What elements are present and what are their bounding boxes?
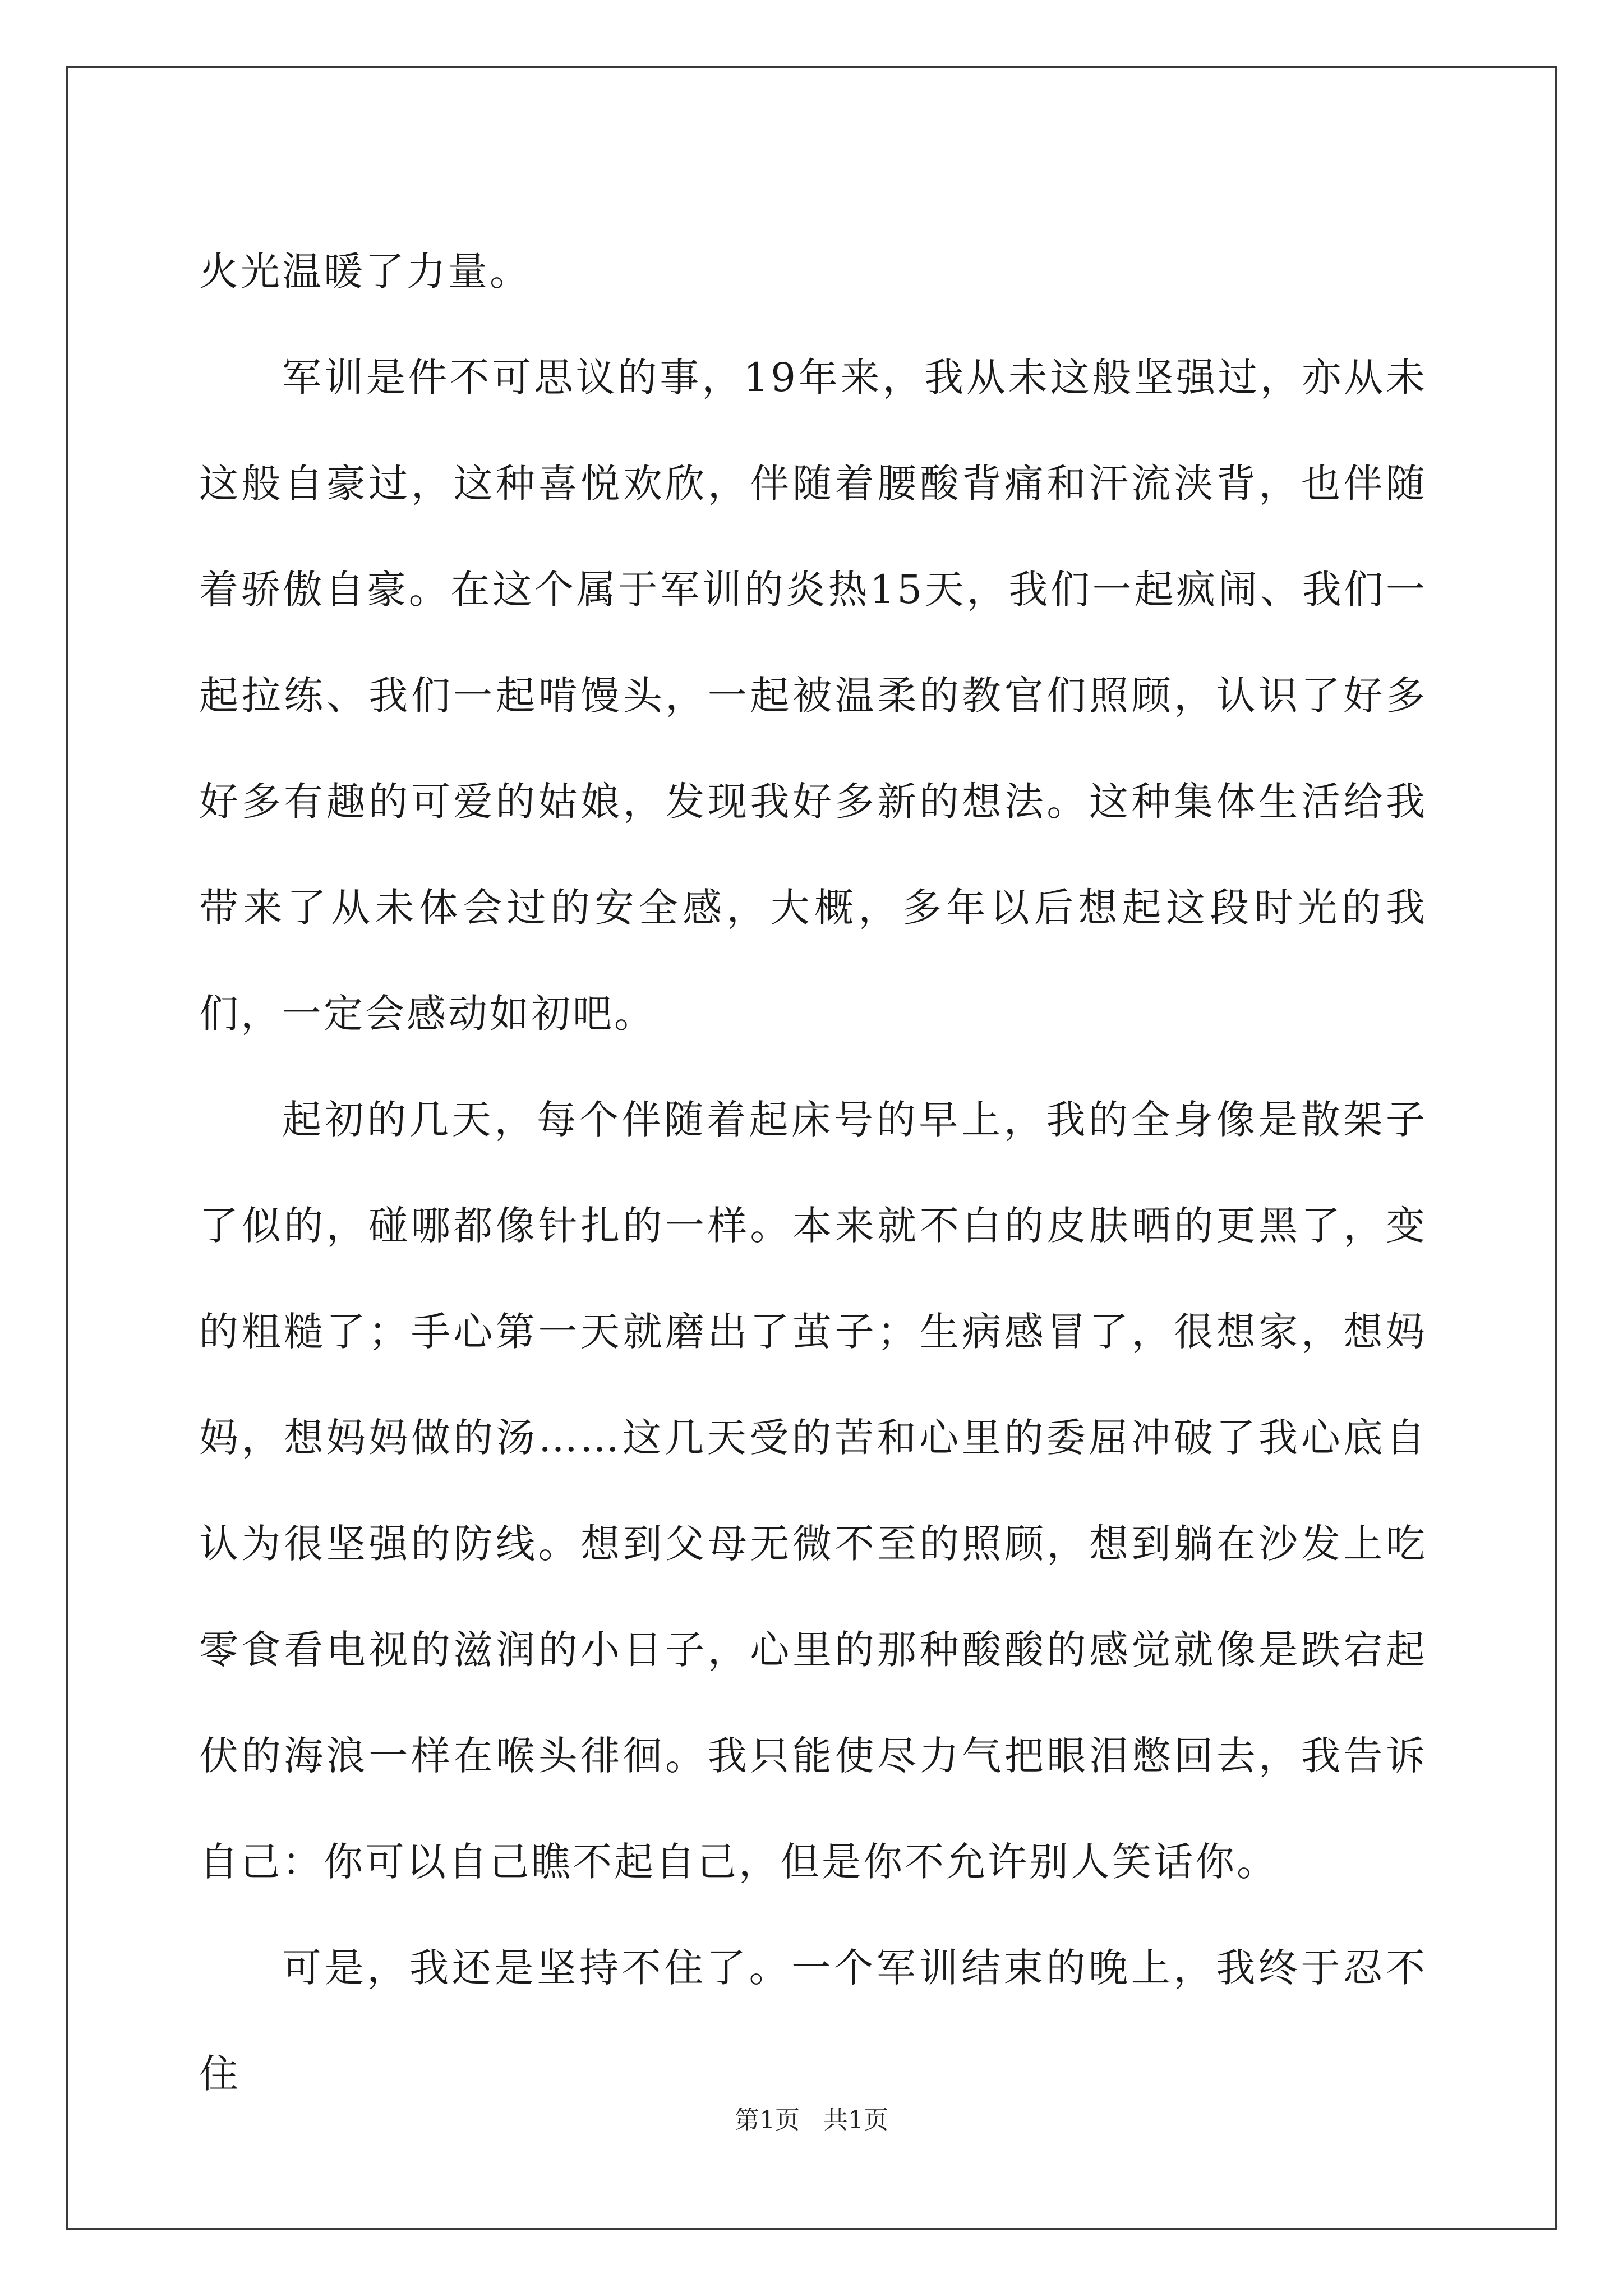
paragraph-2: 军训是件不可思议的事，19年来，我从未这般坚强过，亦从未这般自豪过，这种喜悦欢欣，伴随着腰酸背痛和汗流浃背，也伴随着骄傲自豪。在这个属于军训的炎热15天，我们一起疯闹、我们一起拉练、我们一起啃馒头，一起被温柔的教官们照顾，认识了好多好多有趣的可爱的姑娘，发现我好多新的想法。这种集体生活给我带来了从未体会过的安全感，大概，多年以后想起这段时光的我们，一定会感动如初吧。	[199, 355, 1427, 1037]
page-footer	[0, 2104, 1623, 2137]
document-body	[199, 219, 1427, 2127]
page-number-total: 共1页	[823, 2106, 888, 2134]
paragraph-1: 火光温暖了力量。	[199, 249, 531, 295]
paragraph-4: 可是，我还是坚持不住了。一个军训结束的晚上，我终于忍不住	[199, 1945, 1427, 2097]
page-number-current: 第1页	[735, 2106, 800, 2134]
paragraph-3: 起初的几天，每个伴随着起床号的早上，我的全身像是散架子了似的，碰哪都像针扎的一样。本来就不白的皮肤晒的更黑了，变的粗糙了；手心第一天就磨出了茧子；生病感冒了，很想家，想妈妈，想妈妈做的汤……这几天受的苦和心里的委屈冲破了我心底自认为很坚强的防线。想到父母无微不至的照顾，想到躺在沙发上吃零食看电视的滋润的小日子，心里的那种酸酸的感觉就像是跌宕起伏的海浪一样在喉头徘徊。我只能使尽力气把眼泪憋回去，我告诉自己：你可以自己瞧不起自己，但是你不允许别人笑话你。	[199, 1097, 1427, 1885]
